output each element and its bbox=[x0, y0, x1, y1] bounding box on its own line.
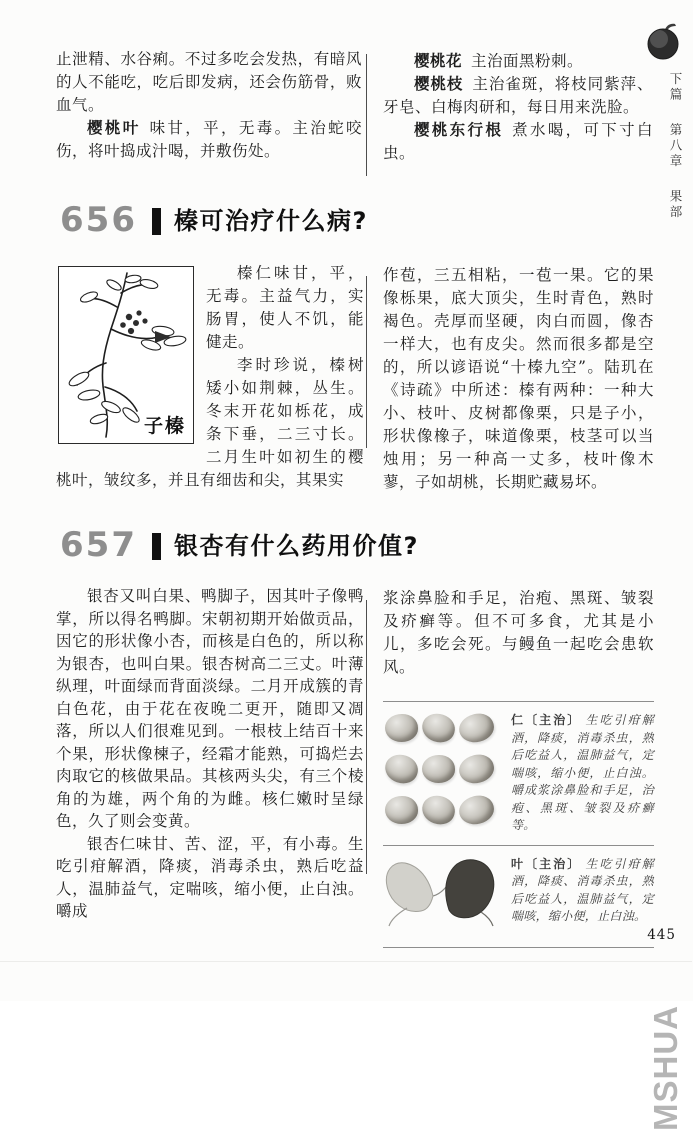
figure-caption bbox=[511, 712, 654, 835]
margin-tab-section: 果部 bbox=[668, 189, 683, 221]
page-number: 445 bbox=[647, 927, 676, 943]
paragraph: 作苞，三五相粘，一苞一果。它的果像栎果，底大顶尖，生时青色，熟时褐色。壳厚而坚硬，肉白而圆，像杏一样大，也有皮尖。然而很多都是空的，所以谚语说“十榛九空”。陆玑在《诗疏》中所述：榛有两种：一种大小、枝叶、皮树都像栗，只是子小，形状像橡子，味道像栗，枝茎可以当烛用；另一种高一丈多，枝叶像木蓼，子如胡桃，长期贮藏易坏。 bbox=[383, 266, 654, 491]
caption-term: 叶〔主治〕 bbox=[511, 856, 582, 871]
entry-cherry-root bbox=[383, 119, 653, 165]
figure-rule bbox=[383, 947, 654, 948]
section-657-heading bbox=[60, 525, 419, 565]
ginkgo-nut bbox=[385, 796, 418, 824]
paragraph: 榛仁味甘，平，无毒。主益气力，实肠胃，使人不饥，能健走。 bbox=[206, 264, 364, 351]
s656-right-column bbox=[383, 264, 654, 494]
entry-cherry-leaf bbox=[56, 117, 362, 163]
ginkgo-nuts-photo bbox=[383, 712, 501, 835]
section-number: 656 bbox=[60, 200, 137, 240]
entry-text: 主治雀斑，将枝同紫萍、牙皂、白梅肉研和，每日用来洗脸。 bbox=[383, 75, 653, 116]
ginkgo-nut bbox=[418, 710, 458, 747]
entry-cherry-flower bbox=[383, 50, 653, 73]
illustration-label: 子榛 bbox=[143, 415, 186, 437]
entry-term: 樱桃叶 bbox=[87, 119, 141, 137]
section-number: 657 bbox=[60, 525, 137, 565]
column-divider bbox=[366, 276, 367, 448]
section-title: 榛可治疗什么病? bbox=[173, 207, 368, 235]
heading-bar bbox=[152, 533, 161, 560]
intro-right-column bbox=[383, 50, 653, 165]
entry-text: 煮水喝，可下寸白虫。 bbox=[383, 121, 653, 162]
caption-text: 生吃引疳解酒，降痰、消毒杀虫，熟后吃益人，温肺益气，定喘咳，缩小便，止白浊。 bbox=[511, 856, 654, 923]
entry-term: 樱桃花 bbox=[414, 52, 463, 70]
entry-term: 樱桃枝 bbox=[414, 75, 464, 93]
ginkgo-nut bbox=[456, 751, 497, 787]
entry-term: 樱桃东行根 bbox=[414, 121, 504, 139]
figure-rule bbox=[383, 701, 654, 702]
section-656-heading bbox=[60, 200, 368, 240]
entry-text: 主治面黑粉刺。 bbox=[471, 52, 584, 70]
figure-ginkgo-leaves bbox=[383, 856, 654, 937]
figure-rule bbox=[383, 845, 654, 846]
ginkgo-nut bbox=[385, 714, 418, 742]
figure-caption bbox=[511, 856, 654, 937]
paragraph: 银杏仁味甘、苦、涩，平，有小毒。生吃引疳解酒，降痰，消毒杀虫，熟后吃益人，温肺益气，定喘咳，缩小便，止白浊。嚼成 bbox=[56, 834, 364, 920]
section-title: 银杏有什么药用价值? bbox=[173, 532, 419, 560]
caption-text: 生吃引疳解酒，降痰，消毒杀虫，熟后吃益人，温肺益气，定喘咳，缩小便，止白浊。嚼成浆涂鼻脸和手足，治疱、黑斑、皱裂及疥癣等。 bbox=[511, 713, 654, 832]
paragraph: 止泄精、水谷痢。不过多吃会发热，有暗风的人不能吃，吃后即发病，还会伤筋骨，败血气。 bbox=[56, 50, 362, 114]
ginkgo-nut bbox=[456, 792, 497, 828]
ginkgo-nut bbox=[422, 755, 455, 783]
column-divider bbox=[366, 600, 367, 874]
ginkgo-leaves-photo bbox=[383, 856, 501, 937]
s657-left-column bbox=[56, 585, 364, 923]
column-divider bbox=[366, 54, 367, 176]
ginkgo-nut bbox=[381, 750, 421, 787]
margin-tab-part: 下篇 bbox=[668, 72, 683, 103]
caption-term: 仁〔主治〕 bbox=[511, 713, 582, 727]
watermark: MSHUA bbox=[647, 1005, 684, 1131]
ginkgo-nut bbox=[456, 710, 497, 746]
paragraph: 李时珍说，榛树矮小如荆棘，丛生。冬末开花如栎花，成条下垂，二三寸长。二月生叶如初生的樱桃叶，皱纹多，并且有细齿和尖，其果实 bbox=[56, 356, 364, 489]
s657-right-column bbox=[383, 587, 654, 948]
paragraph: 银杏又叫白果、鸭脚子，因其叶子像鸭掌，所以得名鸭脚。宋朝初期开始做贡品，因它的形状像小杏，而核是白色的，所以称为银杏，也叫白果。银杏树高二三丈。叶薄纵理，叶面绿而背面淡绿。二月开成簇的青白色花，由于花在夜晚二更开，随即又凋落，所以人们很难见到。一根枝上结百十来个果，形状像楝子，经霜才能熟，可捣烂去肉取它的核做果品。其核两头尖，有三个棱角的为雄，两个角的为雌。核仁嫩时呈绿色，久了则会变黄。 bbox=[56, 587, 364, 830]
s656-left-column bbox=[56, 262, 364, 492]
heading-bar bbox=[152, 208, 161, 235]
entry-cherry-branch bbox=[383, 73, 653, 119]
intro-left-column bbox=[56, 48, 362, 163]
figure-ginkgo-kernels bbox=[383, 712, 654, 835]
ginkgo-nut bbox=[418, 791, 458, 828]
margin-tab bbox=[666, 72, 684, 220]
entry-text: 味甘，平，无毒。主治蛇咬伤，将叶捣成汁喝，并敷伤处。 bbox=[56, 119, 362, 160]
scan-artifact-line bbox=[0, 961, 692, 962]
margin-tab-chapter: 第八章 bbox=[668, 122, 683, 170]
paragraph: 浆涂鼻脸和手足，治疱、黑斑、皱裂及疥癣等。但不可多食，尤其是小儿，多吃会死。与鳗鱼一起吃会患软风。 bbox=[383, 589, 654, 676]
hazel-woodcut-illustration bbox=[58, 266, 194, 444]
